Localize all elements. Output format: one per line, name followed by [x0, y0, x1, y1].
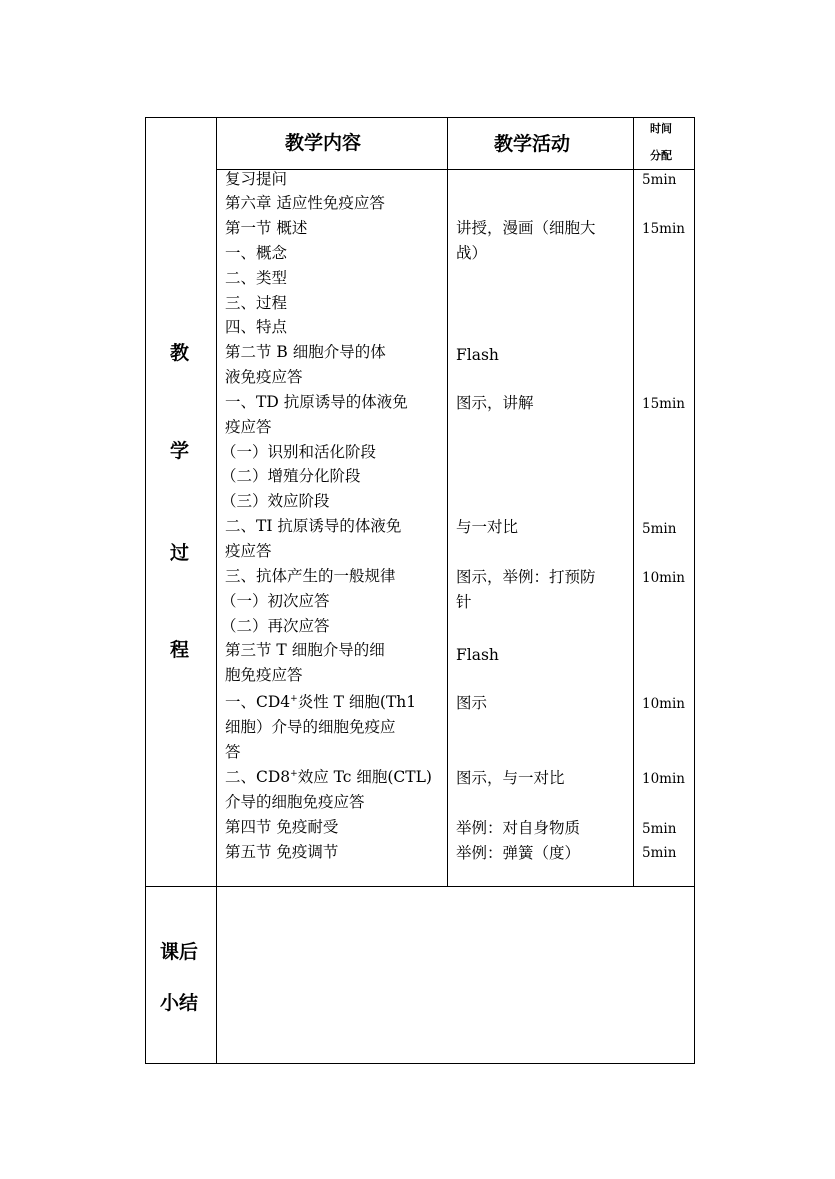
side-label-char-2: 学 — [170, 440, 190, 462]
activity-line: 与一对比 — [456, 518, 519, 536]
activity-line: 图示，举例：打预防 — [456, 568, 596, 586]
content-line: 液免疫应答 — [225, 368, 303, 386]
content-line: 第四节 免疫耐受 — [225, 818, 339, 836]
content-line-cd8 — [225, 770, 432, 786]
activity-line: 针 — [456, 593, 472, 611]
header-time-line2: 分配 — [650, 149, 672, 162]
content-line: 胞免疫应答 — [225, 666, 303, 684]
side-label-char-3: 过 — [170, 542, 190, 564]
activity-line: Flash — [456, 346, 499, 364]
cd4-post: 炎性 T 细胞(Th1 — [297, 693, 417, 711]
header-bottom-border — [216, 169, 695, 170]
summary-label-line1: 课后 — [160, 941, 199, 963]
content-line: 三、过程 — [225, 294, 288, 312]
content-line: 细胞）介导的细胞免疫应 — [225, 718, 396, 736]
side-label-char-1: 教 — [170, 342, 190, 364]
cd4-pre: 一、CD4 — [225, 693, 291, 711]
content-line: （一）初次应答 — [221, 592, 330, 610]
activity-line: 举例：对自身物质 — [456, 819, 581, 837]
table-top-border — [145, 117, 695, 118]
content-line: 一、概念 — [225, 244, 288, 262]
content-line: 二、TI 抗原诱导的体液免 — [225, 517, 402, 535]
activity-line: 战） — [456, 244, 488, 262]
activity-line: 讲授，漫画（细胞大 — [456, 219, 596, 237]
content-line: 三、抗体产生的一般规律 — [225, 567, 396, 585]
time-value: 5min — [642, 172, 677, 188]
section-divider — [145, 886, 695, 887]
cd8-post: 效应 Tc 细胞(CTL) — [297, 768, 432, 786]
content-line: 四、特点 — [225, 318, 288, 336]
content-line: （二）增殖分化阶段 — [221, 467, 361, 485]
content-line: 第一节 概述 — [225, 219, 308, 237]
content-line: 介导的细胞免疫应答 — [225, 793, 365, 811]
table-left-border — [145, 117, 146, 1064]
activity-line: 图示，讲解 — [456, 394, 534, 412]
content-line: 一、TD 抗原诱导的体液免 — [225, 393, 408, 411]
time-value: 5min — [642, 521, 677, 537]
cd8-pre: 二、CD8 — [225, 768, 291, 786]
activity-line: Flash — [456, 646, 499, 664]
label-column-border — [216, 117, 217, 1064]
time-value: 10min — [642, 696, 685, 712]
content-line-cd4 — [225, 695, 416, 711]
activity-line: 图示，与一对比 — [456, 769, 565, 787]
table-bottom-border — [145, 1063, 695, 1064]
time-value: 10min — [642, 771, 685, 787]
content-line: 第五节 免疫调节 — [225, 843, 339, 861]
activity-column-border — [633, 117, 634, 887]
time-value: 5min — [642, 821, 677, 837]
content-line: 第三节 T 细胞介导的细 — [225, 641, 385, 659]
content-line: （三）效应阶段 — [221, 492, 330, 510]
activity-line: 图示 — [456, 694, 488, 712]
time-value: 10min — [642, 570, 685, 586]
cd4-superscript: + — [290, 693, 298, 704]
time-value: 15min — [642, 221, 685, 237]
content-line: 第六章 适应性免疫应答 — [225, 194, 385, 212]
table-right-border — [694, 117, 695, 1064]
header-activity: 教学活动 — [494, 133, 571, 155]
content-line: 第二节 B 细胞介导的体 — [225, 343, 386, 361]
content-line: 疫应答 — [225, 418, 272, 436]
header-time-line1: 时间 — [650, 122, 672, 135]
time-value: 5min — [642, 845, 677, 861]
content-line: 疫应答 — [225, 542, 272, 560]
content-line: （一）识别和活化阶段 — [221, 443, 377, 461]
content-line: 二、类型 — [225, 269, 288, 287]
activity-line: 举例：弹簧（度） — [456, 844, 581, 862]
content-line: （二）再次应答 — [221, 617, 330, 635]
content-line: 答 — [225, 743, 241, 761]
content-column-border — [447, 117, 448, 887]
time-value: 15min — [642, 396, 685, 412]
content-line: 复习提问 — [225, 170, 288, 188]
header-content: 教学内容 — [285, 132, 362, 154]
summary-label-line2: 小结 — [160, 992, 199, 1014]
cd8-superscript: + — [290, 768, 298, 779]
side-label-char-4: 程 — [170, 639, 190, 661]
